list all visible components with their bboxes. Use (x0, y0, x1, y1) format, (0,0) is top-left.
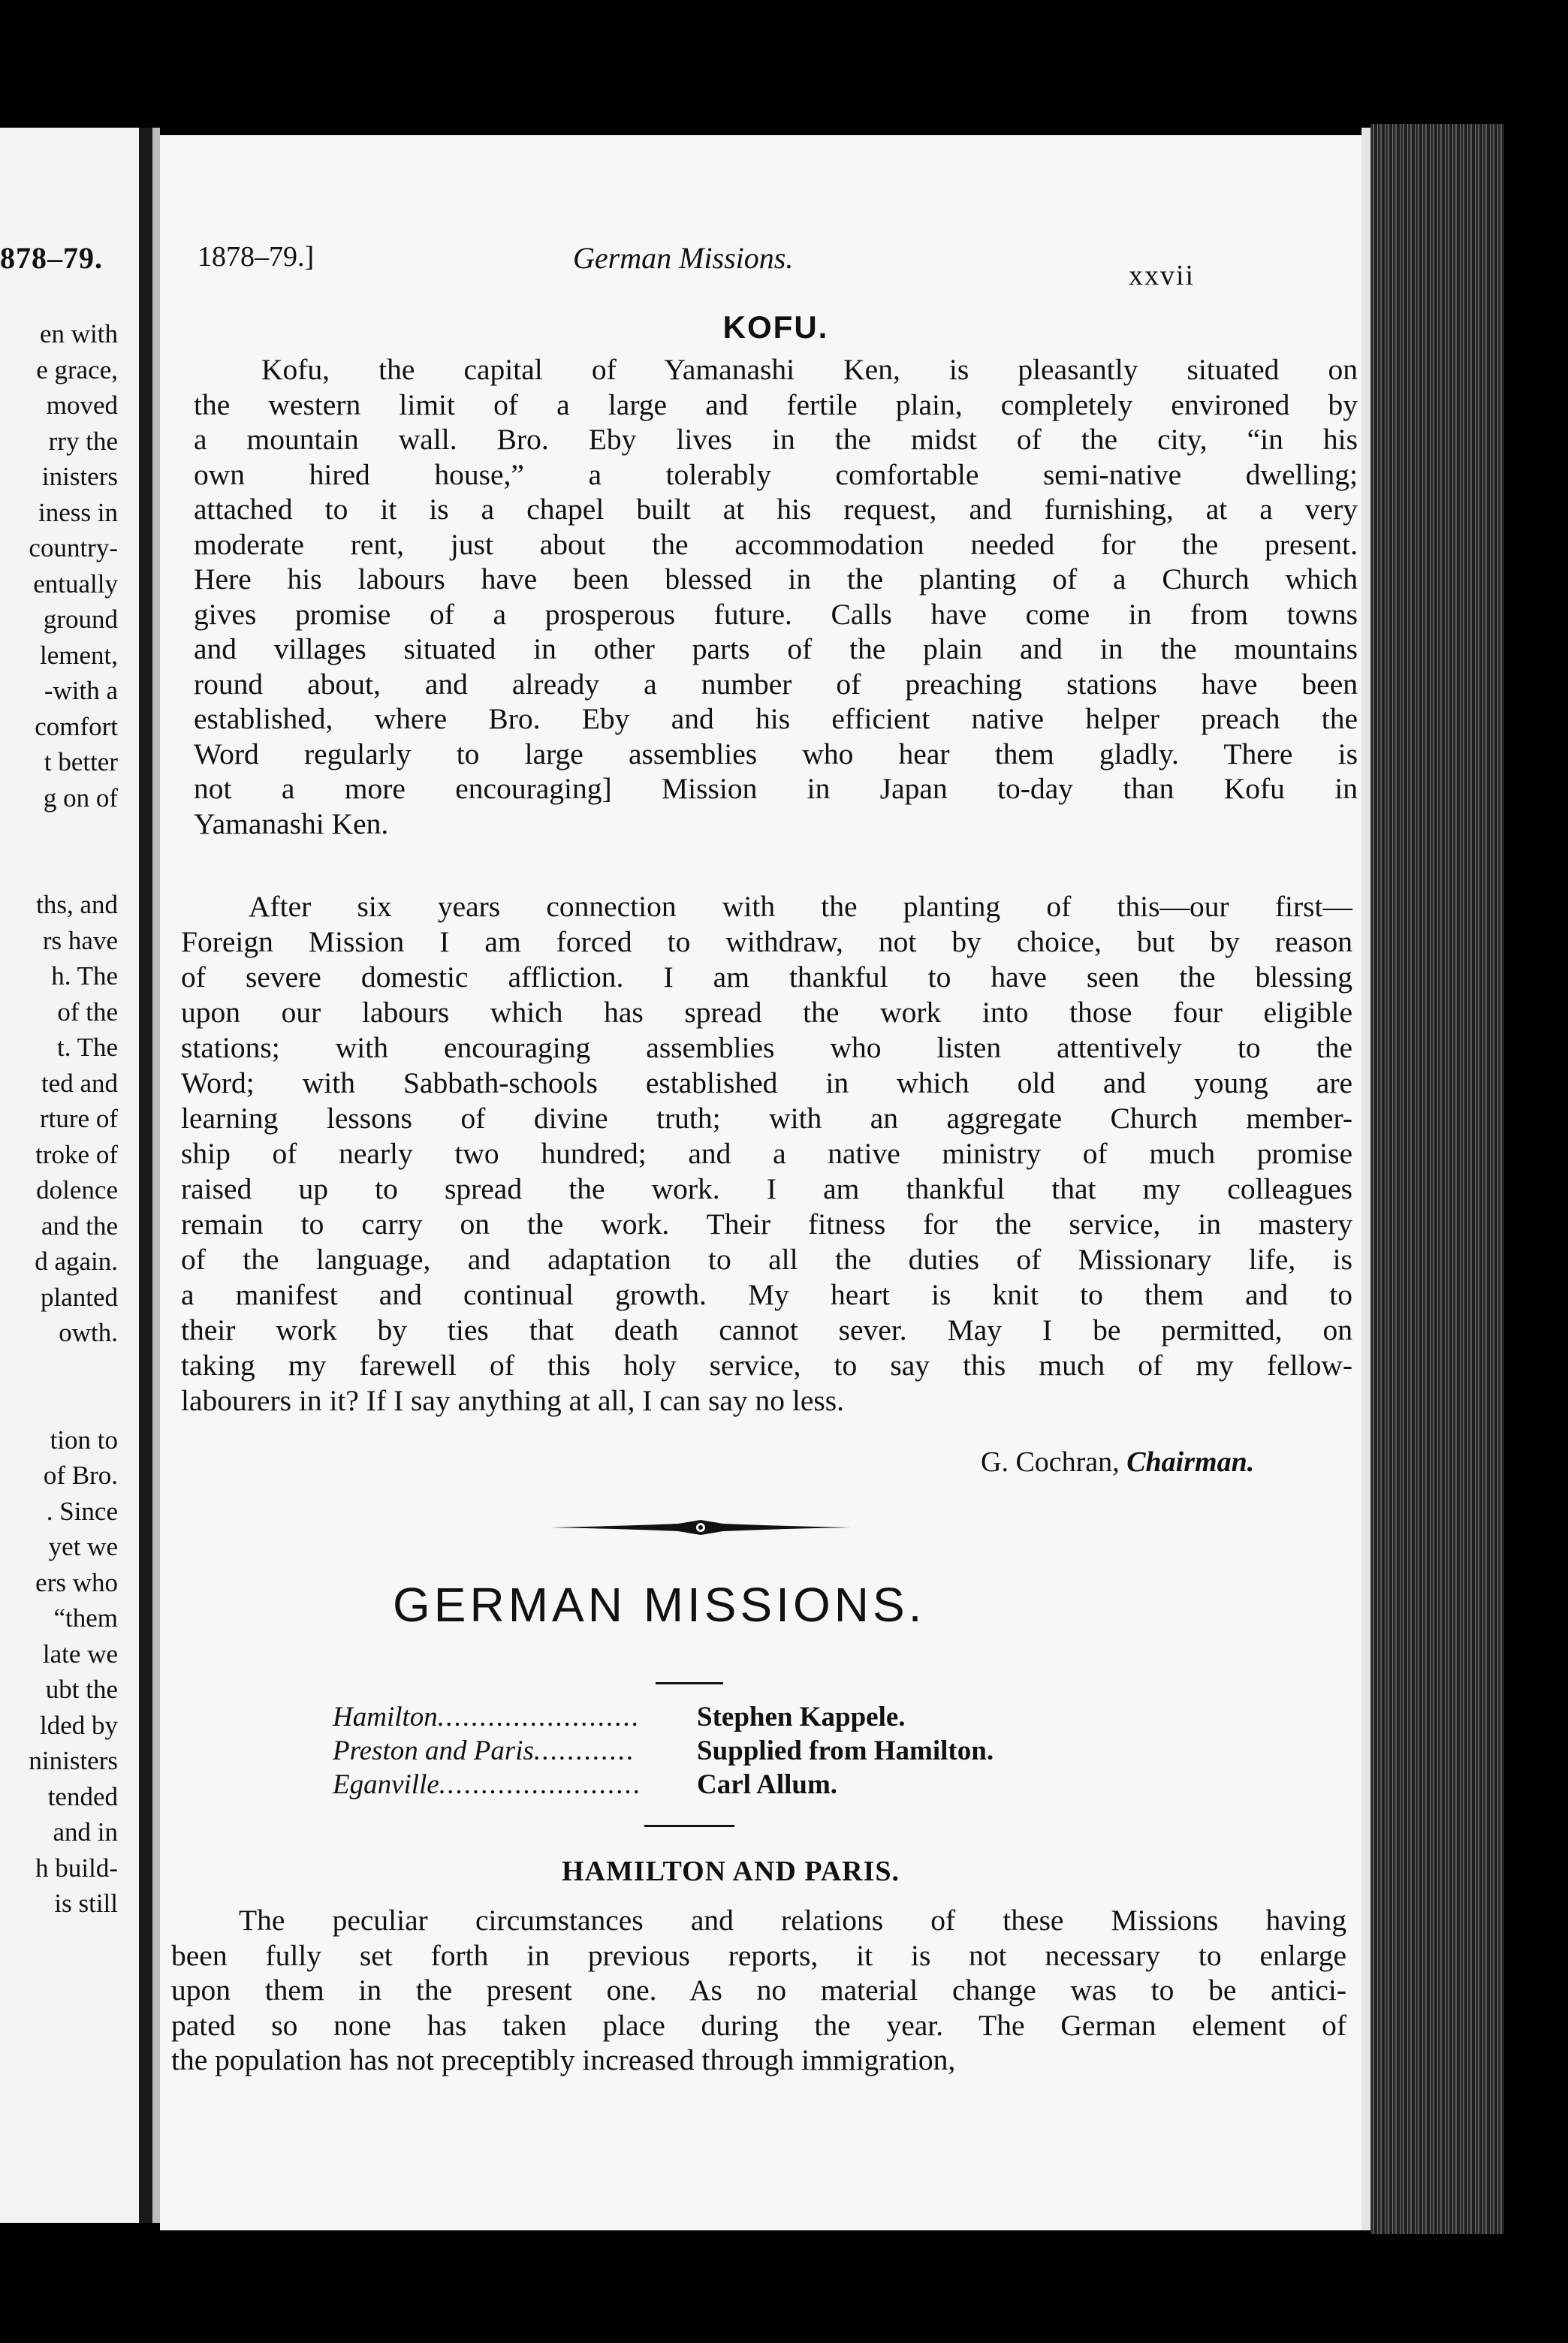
hamilton-paris-line: The peculiar circumstances and relations of these Missions having (239, 1904, 1346, 1937)
signature-name: G. Cochran, (981, 1446, 1120, 1478)
heading-rule (656, 1682, 723, 1684)
left-page-line: rry the (48, 426, 118, 456)
left-page-line: e grace, (36, 354, 118, 384)
leader-dots: ........................ (437, 1702, 641, 1732)
left-page-line: tended (47, 1781, 118, 1811)
station-name: Preston and Paris (333, 1735, 534, 1766)
hamilton-paris-line: upon them in the present one. As no material change was to be antici- (171, 1974, 1346, 2007)
left-page-header: 878–79. (0, 241, 103, 275)
hamilton-paris-line: been fully set forth in previous reports, it is not necessary to enlarge (171, 1938, 1346, 1972)
left-page-line: g on of (43, 783, 118, 813)
kofu-line: Here his labours have been blessed in the planting of a Church which (194, 562, 1358, 596)
book-fore-edge (1370, 124, 1504, 2234)
left-page-line: country- (29, 533, 118, 562)
left-page-line: ers who (35, 1567, 118, 1597)
hamilton-paris-heading: HAMILTON AND PARIS. (561, 1856, 900, 1887)
farewell-line: of the language, and adaptation to all the duties of Missionary life, is (181, 1243, 1352, 1276)
german-missions-heading: GERMAN MISSIONS. (393, 1578, 926, 1632)
kofu-line: gives promise of a prosperous future. Calls have come in from towns (194, 597, 1358, 631)
left-page-line: h. The (51, 961, 118, 991)
mission-row (333, 1735, 994, 1767)
book-gutter (139, 128, 152, 2223)
running-head-title: German Missions. (573, 241, 794, 275)
left-page-line: . Since (46, 1496, 118, 1526)
farewell-line: Foreign Mission I am forced to withdraw, not by choice, but by reason (181, 925, 1352, 958)
leader-dots: ............ (533, 1735, 635, 1766)
kofu-line: established, where Bro. Eby and his efficient native helper preach the (194, 702, 1358, 735)
kofu-line: Kofu, the capital of Yamanashi Ken, is pleasantly situated on (261, 353, 1358, 386)
left-page-line: lement, (40, 640, 118, 670)
missionary-name: Supplied from Hamilton. (697, 1735, 994, 1766)
farewell-line: Word; with Sabbath-schools established in which old and young are (181, 1066, 1352, 1099)
mission-station (333, 1735, 659, 1767)
left-page-line: t. The (56, 1033, 118, 1062)
kofu-line: attached to it is a chapel built at his request, and furnishing, at a very (194, 493, 1358, 526)
left-page-line: lded by (39, 1710, 118, 1740)
signature-title: Chairman. (1126, 1446, 1255, 1478)
mission-row (333, 1769, 838, 1801)
farewell-line: their work by ties that death cannot sever. May I be permitted, on (181, 1313, 1352, 1346)
hamilton-paris-line: pated so none has taken place during the year. The German element of (171, 2008, 1346, 2042)
left-page-line: iness in (38, 497, 118, 527)
farewell-line: raised up to spread the work. I am thankful that my colleagues (181, 1172, 1352, 1205)
left-page-line: en with (39, 319, 118, 348)
book-gutter-edge (152, 128, 160, 2223)
left-page-line: owth. (59, 1318, 118, 1347)
farewell-line: taking my farewell of this holy service, to say this much of my fellow- (181, 1349, 1352, 1382)
missionary-name: Carl Allum. (697, 1769, 838, 1800)
farewell-line: After six years connection with the planting of this—our first— (249, 890, 1352, 923)
mission-row (333, 1701, 906, 1733)
kofu-line: round about, and already a number of preaching stations have been (194, 667, 1358, 701)
left-page-line: moved (46, 390, 118, 420)
left-page-line: rture of (40, 1104, 118, 1133)
left-page-line: “them (53, 1603, 118, 1633)
left-page-line: d again. (35, 1247, 118, 1276)
kofu-heading: KOFU. (722, 309, 829, 345)
mission-station (333, 1701, 659, 1733)
mission-station (333, 1769, 659, 1801)
hamilton-paris-line: the population has not preceptibly increased through immigration, (171, 2043, 956, 2076)
left-page-line: dolence (36, 1175, 118, 1205)
station-name: Eganville (333, 1769, 439, 1800)
page-edge (1361, 128, 1370, 2230)
left-page-line: late we (42, 1639, 118, 1669)
left-page-line: inisters (41, 462, 118, 491)
left-page-line: of Bro. (43, 1461, 118, 1490)
left-page-line: -with a (44, 676, 118, 705)
page-number: xxvii (1129, 260, 1196, 291)
left-page-line: troke of (35, 1139, 118, 1169)
kofu-line: Yamanashi Ken. (194, 807, 389, 840)
list-rule (644, 1825, 734, 1827)
kofu-line: moderate rent, just about the accommodation needed for the present. (194, 527, 1358, 561)
background (1504, 120, 1568, 2245)
kofu-line: Word regularly to large assemblies who hear them gladly. There is (194, 737, 1358, 770)
left-page-line: planted (40, 1282, 118, 1312)
right-page (160, 135, 1361, 2230)
left-page-fragment (0, 128, 139, 2223)
kofu-line: a mountain wall. Bro. Eby lives in the midst of the city, “in his (194, 423, 1358, 456)
left-page-line: t better (44, 747, 118, 776)
left-page-line: ths, and (36, 890, 118, 919)
station-name: Hamilton (333, 1702, 438, 1732)
farewell-line: upon our labours which has spread the work into those four eligible (181, 996, 1352, 1029)
farewell-line: labourers in it? If I say anything at all, I can say no less. (181, 1384, 845, 1417)
kofu-line: and villages situated in other parts of the plain and in the mountains (194, 632, 1358, 665)
left-page-line: entually (33, 568, 118, 599)
farewell-line: stations; with encouraging assemblies who listen attentively to the (181, 1031, 1352, 1064)
left-page-line: ted and (41, 1068, 118, 1098)
left-page-line: ninisters (29, 1746, 118, 1775)
left-page-line: yet we (48, 1532, 118, 1561)
leader-dots: ........................ (439, 1769, 642, 1800)
farewell-line: ship of nearly two hundred; and a native ministry of much promise (181, 1137, 1352, 1170)
farewell-line: remain to carry on the work. Their fitness for the service, in mastery (181, 1208, 1352, 1241)
left-page-line: rs have (42, 925, 118, 955)
kofu-line: own hired house,” a tolerably comfortable semi-native dwelling; (194, 457, 1358, 491)
left-page-line: is still (54, 1889, 118, 1918)
missionary-name: Stephen Kappele. (697, 1702, 906, 1732)
kofu-line: the western limit of a large and fertile plain, completely environed by (194, 387, 1358, 421)
left-page-line: and the (41, 1211, 118, 1241)
farewell-line: of severe domestic affliction. I am thankful to have seen the blessing (181, 960, 1352, 994)
left-page-line: h build- (35, 1853, 118, 1883)
running-head-year: 1878–79.] (198, 241, 315, 273)
left-page-line: of the (57, 997, 118, 1027)
farewell-line: a manifest and continual growth. My heart is knit to them and to (181, 1278, 1352, 1311)
left-page-line: ground (43, 605, 118, 634)
section-divider-ornament (550, 1517, 851, 1538)
left-page-line: and in (53, 1817, 118, 1847)
signature (981, 1446, 1254, 1479)
left-page-line: comfort (35, 711, 118, 741)
farewell-line: learning lessons of divine truth; with an aggregate Church member- (181, 1102, 1352, 1135)
left-page-line: tion to (50, 1425, 118, 1455)
left-page-line: ubt the (45, 1675, 118, 1704)
kofu-line: not a more encouraging] Mission in Japan to-day than Kofu in (194, 772, 1358, 805)
